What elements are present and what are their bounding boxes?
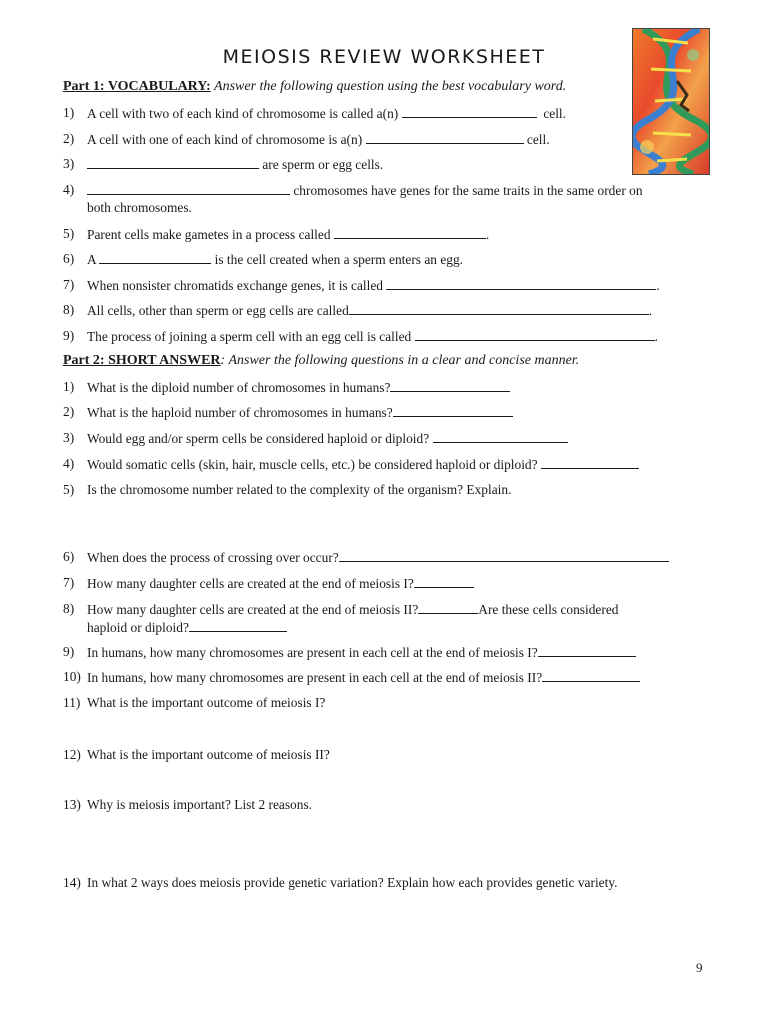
question-number: 2): [63, 131, 75, 146]
question-number: 5): [63, 482, 75, 497]
question-text: Would egg and/or sperm cells be considered haploid or diploid?: [87, 431, 430, 446]
question-text: Would somatic cells (skin, hair, muscle cells, etc.) be considered haploid or diploid?: [87, 457, 538, 472]
question-text: A: [87, 252, 96, 267]
question-text-continued: Are these cells considered: [478, 602, 619, 617]
answer-blank[interactable]: [541, 455, 639, 469]
question-number: 1): [63, 105, 75, 120]
question-text-continued: both chromosomes.: [87, 200, 192, 215]
answer-blank[interactable]: [334, 225, 486, 239]
part2-instructions: : Answer the following questions in a clear and concise manner.: [220, 353, 580, 368]
part1-heading-label: Part 1: VOCABULARY:: [63, 79, 211, 94]
part1-heading: [63, 79, 566, 95]
dna-helix-image: [632, 28, 710, 175]
question-text: What is the important outcome of meiosis II?: [87, 747, 330, 762]
question-text-end: is the cell created when a sperm enters an egg.: [214, 252, 464, 267]
question-number: 13): [63, 797, 81, 812]
question-text-end: are sperm or egg cells.: [262, 157, 384, 172]
question-text: Parent cells make gametes in a process called: [87, 227, 331, 242]
question-text: A cell with two of each kind of chromosome is called a(n): [87, 106, 399, 121]
question-text: In humans, how many chromosomes are present in each cell at the end of meiosis II?: [87, 670, 543, 685]
question-text: What is the important outcome of meiosis I?: [87, 695, 326, 710]
answer-blank[interactable]: [390, 378, 510, 392]
answer-blank[interactable]: [189, 618, 287, 632]
question-text: When nonsister chromatids exchange genes, it is called: [87, 278, 383, 293]
question-number: 12): [63, 747, 81, 762]
question-text: In humans, how many chromosomes are present in each cell at the end of meiosis I?: [87, 645, 538, 660]
question-number: 9): [63, 644, 75, 659]
question-text-end: cell.: [543, 106, 566, 121]
question-number: 5): [63, 226, 75, 241]
question-number: 9): [63, 328, 75, 343]
question-number: 7): [63, 575, 75, 590]
question-text: chromosomes have genes for the same traits in the same order on: [293, 183, 643, 198]
question-number: 8): [63, 302, 75, 317]
question-text-end: .: [648, 303, 653, 318]
question-text-end: .: [654, 329, 658, 344]
question-number: 4): [63, 182, 75, 197]
part1-instructions: Answer the following question using the best vocabulary word.: [210, 79, 567, 94]
answer-blank[interactable]: [415, 327, 655, 341]
question-number: 6): [63, 251, 75, 266]
answer-blank[interactable]: [99, 250, 211, 264]
answer-blank[interactable]: [87, 155, 259, 169]
part2-heading-label: Part 2: SHORT ANSWER: [63, 353, 221, 368]
answer-blank[interactable]: [542, 668, 640, 682]
question-number: 4): [63, 456, 75, 471]
question-text: What is the haploid number of chromosomes in humans?: [87, 405, 393, 420]
question-text-end: cell.: [526, 132, 550, 147]
question-text: Is the chromosome number related to the complexity of the organism? Explain.: [87, 482, 512, 497]
question-text: A cell with one of each kind of chromosome is a(n): [87, 132, 363, 147]
part2-heading: [63, 353, 579, 369]
answer-blank[interactable]: [349, 301, 649, 315]
question-text: In what 2 ways does meiosis provide genetic variation? Explain how each provides genetic variety.: [87, 875, 618, 890]
answer-blank[interactable]: [538, 643, 636, 657]
answer-blank[interactable]: [87, 181, 290, 195]
question-number: 3): [63, 156, 75, 171]
question-text: How many daughter cells are created at the end of meiosis I?: [87, 576, 414, 591]
answer-blank[interactable]: [402, 104, 537, 118]
question-number: 11): [63, 695, 81, 710]
answer-blank[interactable]: [414, 574, 474, 588]
question-text: Why is meiosis important? List 2 reasons.: [87, 797, 313, 812]
answer-blank[interactable]: [433, 429, 568, 443]
answer-blank[interactable]: [386, 276, 656, 290]
question-number: 1): [63, 379, 75, 394]
answer-blank[interactable]: [339, 548, 669, 562]
question-text: When does the process of crossing over occur?: [87, 550, 339, 565]
question-text: What is the diploid number of chromosomes in humans?: [87, 380, 391, 395]
question-text-continued-2: haploid or diploid?: [87, 620, 189, 635]
question-text: All cells, other than sperm or egg cells are called: [87, 303, 349, 318]
page-number: 9: [696, 960, 703, 975]
question-number: 2): [63, 404, 75, 419]
answer-blank[interactable]: [393, 403, 513, 417]
question-text-end: .: [485, 227, 490, 242]
question-number: 10): [63, 669, 81, 684]
question-number: 7): [63, 277, 75, 292]
question-text: The process of joining a sperm cell with an egg cell is called: [87, 329, 412, 344]
question-number: 6): [63, 549, 75, 564]
worksheet-title: MEIOSIS REVIEW WORKSHEET: [222, 46, 546, 68]
question-number: 3): [63, 430, 75, 445]
question-text: How many daughter cells are created at the end of meiosis II?: [87, 602, 419, 617]
question-number: 8): [63, 601, 75, 616]
answer-blank[interactable]: [418, 600, 478, 614]
answer-blank[interactable]: [366, 130, 524, 144]
question-text-end: .: [656, 278, 660, 293]
question-number: 14): [63, 875, 81, 890]
